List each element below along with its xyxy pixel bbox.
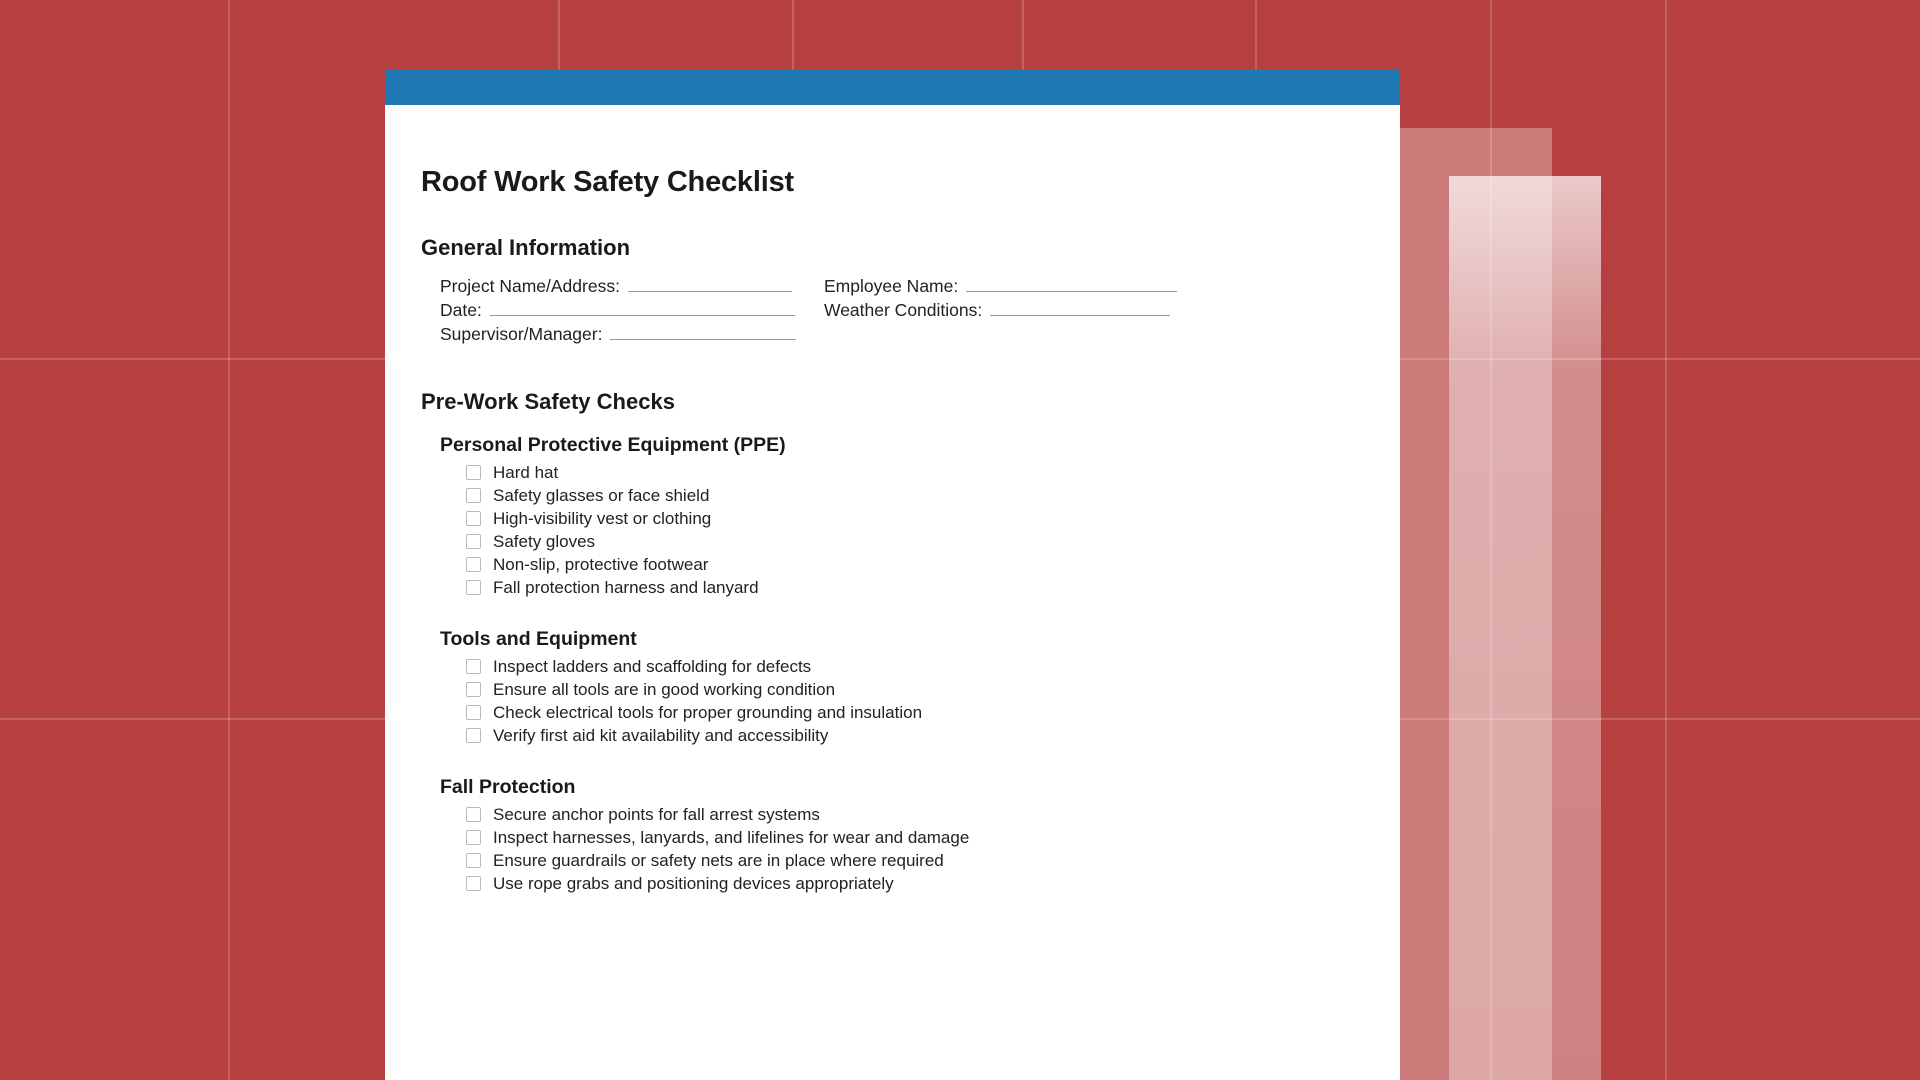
document-page bbox=[385, 70, 1400, 1080]
checklist-item[interactable] bbox=[466, 530, 1400, 553]
subsection-ppe bbox=[421, 434, 1400, 599]
checklist-item[interactable] bbox=[466, 849, 1400, 872]
checklist-item-label: Secure anchor points for fall arrest systems bbox=[493, 805, 820, 824]
general-information-left-column bbox=[440, 275, 820, 347]
checklist-item[interactable] bbox=[466, 461, 1400, 484]
checklist-item[interactable] bbox=[466, 872, 1400, 895]
checklist-item-label: Verify first aid kit availability and accessibility bbox=[493, 726, 829, 745]
grid-line-vertical bbox=[1490, 0, 1492, 1080]
grid-line-vertical bbox=[1665, 0, 1667, 1080]
subsection-tools-and-equipment bbox=[421, 628, 1400, 747]
checklist-item[interactable] bbox=[466, 678, 1400, 701]
page-title: Roof Work Safety Checklist bbox=[421, 166, 794, 198]
checkbox-icon[interactable] bbox=[466, 511, 481, 526]
checkbox-icon[interactable] bbox=[466, 876, 481, 891]
checklist-item-label: Ensure all tools are in good working condition bbox=[493, 680, 836, 699]
field-label-weather-conditions: Weather Conditions: bbox=[824, 300, 983, 320]
checkbox-icon[interactable] bbox=[466, 465, 481, 480]
checkbox-icon[interactable] bbox=[466, 853, 481, 868]
field-row-supervisor bbox=[440, 323, 820, 346]
checklist-item-label: Check electrical tools for proper grounding and insulation bbox=[493, 703, 923, 722]
checklist-fall-protection bbox=[421, 803, 1400, 895]
document-body bbox=[385, 166, 1400, 895]
checklist-item-label: Inspect ladders and scaffolding for defects bbox=[493, 657, 812, 676]
date-input[interactable] bbox=[490, 299, 795, 316]
translucent-panel-front bbox=[1449, 176, 1601, 1080]
checklist-item[interactable] bbox=[466, 576, 1400, 599]
checklist-item-label: Safety gloves bbox=[493, 532, 596, 551]
checklist-item[interactable] bbox=[466, 826, 1400, 849]
field-row-project-name bbox=[440, 275, 820, 298]
checklist-item[interactable] bbox=[466, 655, 1400, 678]
checkbox-icon[interactable] bbox=[466, 557, 481, 572]
checklist-item[interactable] bbox=[466, 724, 1400, 747]
field-label-supervisor: Supervisor/Manager: bbox=[440, 324, 603, 344]
field-row-weather-conditions bbox=[824, 299, 1204, 322]
checklist-item-label: High-visibility vest or clothing bbox=[493, 509, 712, 528]
checklist-item-label: Inspect harnesses, lanyards, and lifelines for wear and damage bbox=[493, 828, 970, 847]
subsection-fall-protection bbox=[421, 776, 1400, 895]
checklist-item[interactable] bbox=[466, 553, 1400, 576]
grid-line-vertical bbox=[228, 0, 230, 1080]
project-name-input[interactable] bbox=[628, 275, 792, 292]
checklist-item-label: Fall protection harness and lanyard bbox=[493, 578, 759, 597]
checklist-item-label: Use rope grabs and positioning devices appropriately bbox=[493, 874, 894, 893]
checklist-item[interactable] bbox=[466, 803, 1400, 826]
checkbox-icon[interactable] bbox=[466, 659, 481, 674]
weather-conditions-input[interactable] bbox=[990, 299, 1170, 316]
checklist-item-label: Non-slip, protective footwear bbox=[493, 555, 709, 574]
section-heading-general-information: General Information bbox=[421, 235, 631, 260]
general-information-fields bbox=[421, 275, 1400, 353]
checklist-item-label: Safety glasses or face shield bbox=[493, 486, 710, 505]
checklist-item-label: Ensure guardrails or safety nets are in place where required bbox=[493, 851, 944, 870]
checkbox-icon[interactable] bbox=[466, 488, 481, 503]
checkbox-icon[interactable] bbox=[466, 728, 481, 743]
field-row-date bbox=[440, 299, 820, 322]
subsection-heading-tools-and-equipment: Tools and Equipment bbox=[440, 628, 637, 650]
field-label-date: Date: bbox=[440, 300, 482, 320]
subsection-heading-fall-protection: Fall Protection bbox=[440, 776, 576, 798]
checklist-item-label: Hard hat bbox=[493, 463, 559, 482]
checkbox-icon[interactable] bbox=[466, 682, 481, 697]
document-header-bar bbox=[385, 70, 1400, 105]
translucent-panel-back bbox=[1400, 128, 1552, 1080]
checklist-item[interactable] bbox=[466, 507, 1400, 530]
checklist-item[interactable] bbox=[466, 701, 1400, 724]
employee-name-input[interactable] bbox=[966, 275, 1177, 292]
field-label-employee-name: Employee Name: bbox=[824, 276, 959, 296]
checkbox-icon[interactable] bbox=[466, 580, 481, 595]
field-row-employee-name bbox=[824, 275, 1204, 298]
checklist-ppe bbox=[421, 461, 1400, 599]
subsection-heading-ppe: Personal Protective Equipment (PPE) bbox=[440, 434, 786, 456]
field-label-project-name: Project Name/Address: bbox=[440, 276, 620, 296]
section-heading-pre-work-safety-checks: Pre-Work Safety Checks bbox=[421, 389, 675, 414]
checkbox-icon[interactable] bbox=[466, 830, 481, 845]
checkbox-icon[interactable] bbox=[466, 807, 481, 822]
checkbox-icon[interactable] bbox=[466, 534, 481, 549]
checklist-tools-and-equipment bbox=[421, 655, 1400, 747]
supervisor-input[interactable] bbox=[610, 323, 796, 340]
checkbox-icon[interactable] bbox=[466, 705, 481, 720]
checklist-item[interactable] bbox=[466, 484, 1400, 507]
general-information-right-column bbox=[824, 275, 1204, 323]
